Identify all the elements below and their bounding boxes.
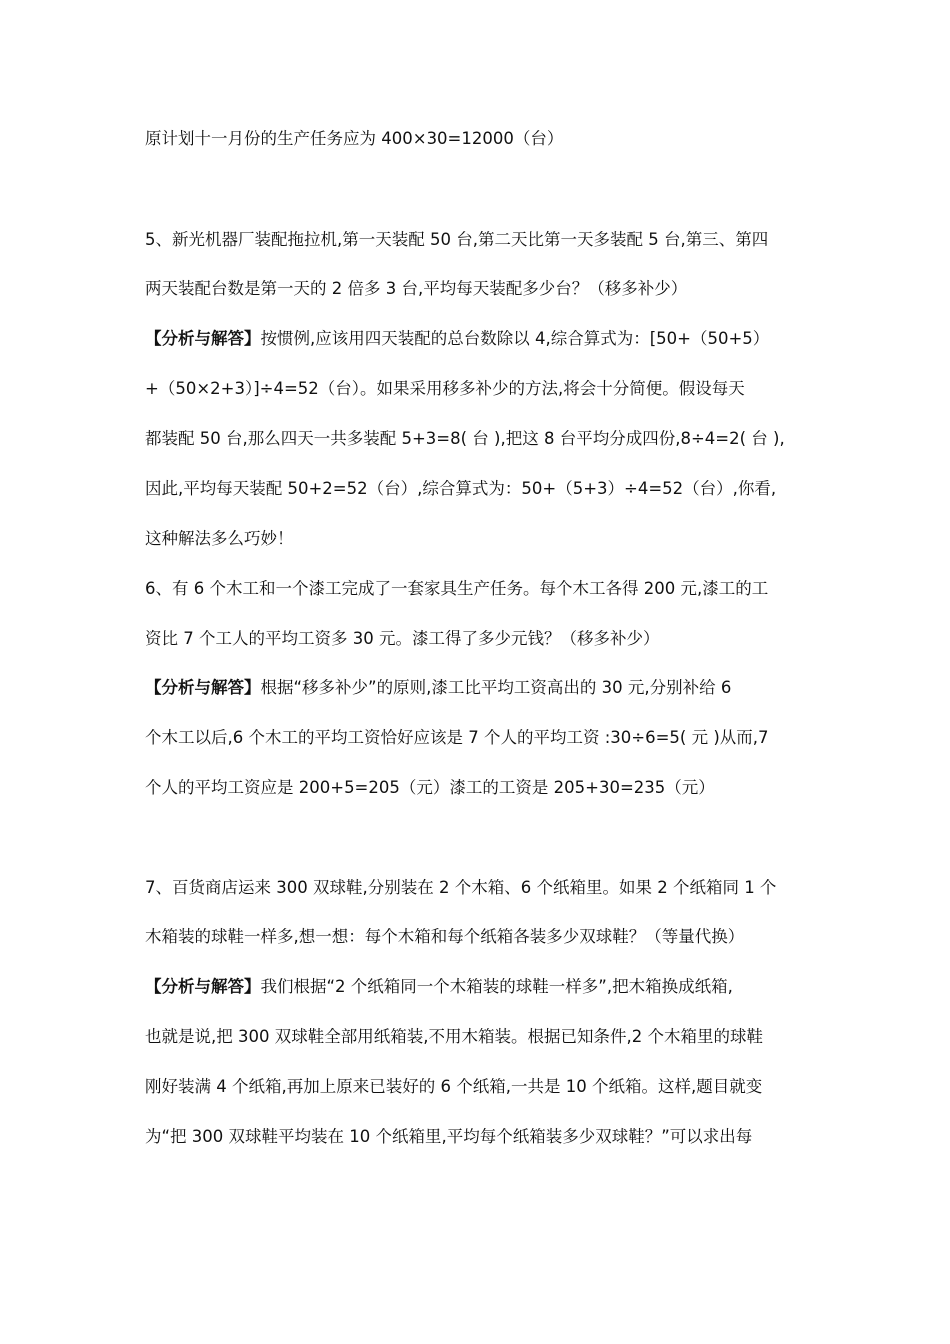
analysis-label: 【分析与解答】	[145, 977, 261, 996]
problem-5-answer-line-1	[145, 327, 815, 351]
answer-text: 根据“移多补少”的原则,漆工比平均工资高出的 30 元,分别补给 6	[260, 678, 732, 697]
problem-5-line-2: 两天装配台数是第一天的 2 倍多 3 台,平均每天装配多少台？（移多补少）	[145, 279, 688, 298]
problem-7-line-1: 7、百货商店运来 300 双球鞋,分别装在 2 个木箱、6 个纸箱里。如果 2 个纸箱同 1 个	[145, 878, 777, 897]
problem-6-line-1: 6、有 6 个木工和一个漆工完成了一套家具生产任务。每个木工各得 200 元,漆工的工	[145, 579, 769, 598]
problem-6-answer-line-2: 个木工以后,6 个木工的平均工资恰好应该是 7 个人的平均工资 :30÷6=5( 元 )从而,7	[145, 728, 769, 747]
analysis-label: 【分析与解答】	[145, 329, 261, 348]
problem-5-answer-line-4: 因此,平均每天装配 50+2=52（台）,综合算式为：50+（5+3）÷4=52（台）,你看,	[145, 479, 777, 498]
problem-7-answer-line-1	[145, 975, 815, 999]
problem-5-answer-line-2: +（50×2+3）]÷4=52（台）。如果采用移多补少的方法,将会十分简便。假设每天	[145, 379, 745, 398]
problem-5-answer-line-3: 都装配 50 台,那么四天一共多装配 5+3=8( 台 ),把这 8 台平均分成四份,8÷4=2( 台 ),	[145, 429, 785, 448]
text-line: 原计划十一月份的生产任务应为 400×30=12000（台）	[145, 129, 564, 148]
problem-7-line-2: 木箱装的球鞋一样多,想一想：每个木箱和每个纸箱各装多少双球鞋？（等量代换）	[145, 927, 745, 946]
problem-7-answer-line-2: 也就是说,把 300 双球鞋全部用纸箱装,不用木箱装。根据已知条件,2 个木箱里的球鞋	[145, 1027, 763, 1046]
problem-6-answer-line-3: 个人的平均工资应是 200+5=205（元）漆工的工资是 205+30=235（元）	[145, 778, 715, 797]
answer-text: 按惯例,应该用四天装配的总台数除以 4,综合算式为：[50+（50+5）	[260, 329, 770, 348]
problem-7-answer-line-3: 刚好装满 4 个纸箱,再加上原来已装好的 6 个纸箱,一共是 10 个纸箱。这样,题目就变	[145, 1077, 763, 1096]
problem-5-answer-line-5: 这种解法多么巧妙！	[145, 529, 294, 548]
answer-text: 我们根据“2 个纸箱同一个木箱装的球鞋一样多”,把木箱换成纸箱,	[260, 977, 733, 996]
problem-6-line-2: 资比 7 个工人的平均工资多 30 元。漆工得了多少元钱？（移多补少）	[145, 629, 660, 648]
problem-5-line-1: 5、新光机器厂装配拖拉机,第一天装配 50 台,第二天比第一天多装配 5 台,第三、第四	[145, 230, 769, 249]
problem-7-answer-line-4: 为“把 300 双球鞋平均装在 10 个纸箱里,平均每个纸箱装多少双球鞋？”可以求出每	[145, 1127, 753, 1146]
problem-6-answer-line-1	[145, 676, 815, 700]
analysis-label: 【分析与解答】	[145, 678, 261, 697]
